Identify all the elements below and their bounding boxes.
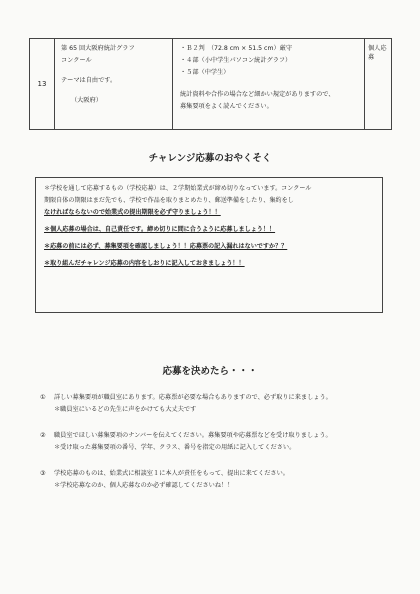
step-number: ②: [40, 432, 46, 439]
rule-item: [44, 258, 374, 270]
table-divider: [172, 39, 173, 129]
contest-title-cell: [61, 43, 171, 107]
rule-text-emphasis: なければならないので始業式の提出期限を必ず守りましょう！！: [44, 209, 221, 216]
detail-line: ・５部（中学生）: [180, 69, 230, 76]
rules-box: [35, 177, 383, 313]
step-text: 学校応募のものは、始業式に相談室１に本人が責任をもって、提出に来てください。: [54, 470, 289, 477]
detail-line: ・４部（小中学生パソコン統計グラフ）: [180, 57, 292, 64]
contest-prefecture: （大阪府）: [71, 97, 102, 104]
step-number: ①: [40, 394, 46, 401]
step-note: ＊受け取った募集要項の番号、学年、クラス、番号を指定の用紙に記入してください。: [54, 444, 296, 451]
rule-text: ＊学校を通して応募するもの（学校応募）は、２学期始業式が締め切りなっています。コンクール: [44, 185, 312, 192]
detail-line: ・Ｂ２判 （72.8 cm × 51.5 cm）厳守: [180, 45, 293, 52]
rule-text: ＊取り組んだチャレンジ応募の内容をしおりに記入しておきましょう！！: [44, 260, 245, 267]
step-number: ③: [40, 470, 46, 477]
contest-title-line: 第 65 回大阪府統計グラフ: [61, 45, 135, 52]
step-item: [40, 392, 385, 416]
steps-heading: 応募を決めたら・・・: [162, 366, 258, 377]
rule-text: ＊個人応募の場合は、自己責任です。締め切りに間に合うように応募しましょう！！: [44, 226, 276, 233]
table-divider: [54, 39, 55, 129]
entry-type: 個人応募: [368, 45, 387, 61]
detail-note: 募集要項をよく読んでください。: [180, 103, 273, 110]
rules-heading: チャレンジ応募のおやくそく: [148, 153, 272, 164]
contest-table: [29, 38, 392, 130]
contest-theme: テーマは自由です。: [61, 77, 117, 84]
rule-text: 期限自体の期限はまだ先でも、学校で作品を取りまとめたり、郵送準備をしたり、集約をし: [44, 197, 294, 204]
contest-title-line: コンクール: [61, 57, 92, 64]
step-note: ＊職員室にいるどの先生に声をかけても大丈夫です: [54, 406, 197, 413]
step-text: 職員室でほしい募集要項のナンバーを伝えてください。募集要項や応募票などを受け取りましょう。: [54, 432, 332, 439]
detail-note: 統計資料や合作の場合など細かい規定がありますので、: [180, 91, 335, 98]
step-text: 詳しい募集要項が職員室にあります。応募票が必要な場合もありますので、必ず取りに来ましょう。: [54, 394, 332, 401]
rule-item: [44, 241, 374, 253]
rule-item: [44, 183, 374, 219]
contest-detail-cell: [180, 43, 365, 113]
step-item: [40, 430, 385, 454]
rule-text: ＊応募の前には必ず、募集要項を確認しましょう！！応募票の記入漏れはないですか？？: [44, 243, 288, 250]
step-note: ＊学校応募なのか、個人応募なのか必ず確認してくださいね！！: [54, 482, 234, 489]
row-number: 13: [37, 80, 47, 88]
rule-item: [44, 224, 374, 236]
step-item: [40, 468, 385, 492]
